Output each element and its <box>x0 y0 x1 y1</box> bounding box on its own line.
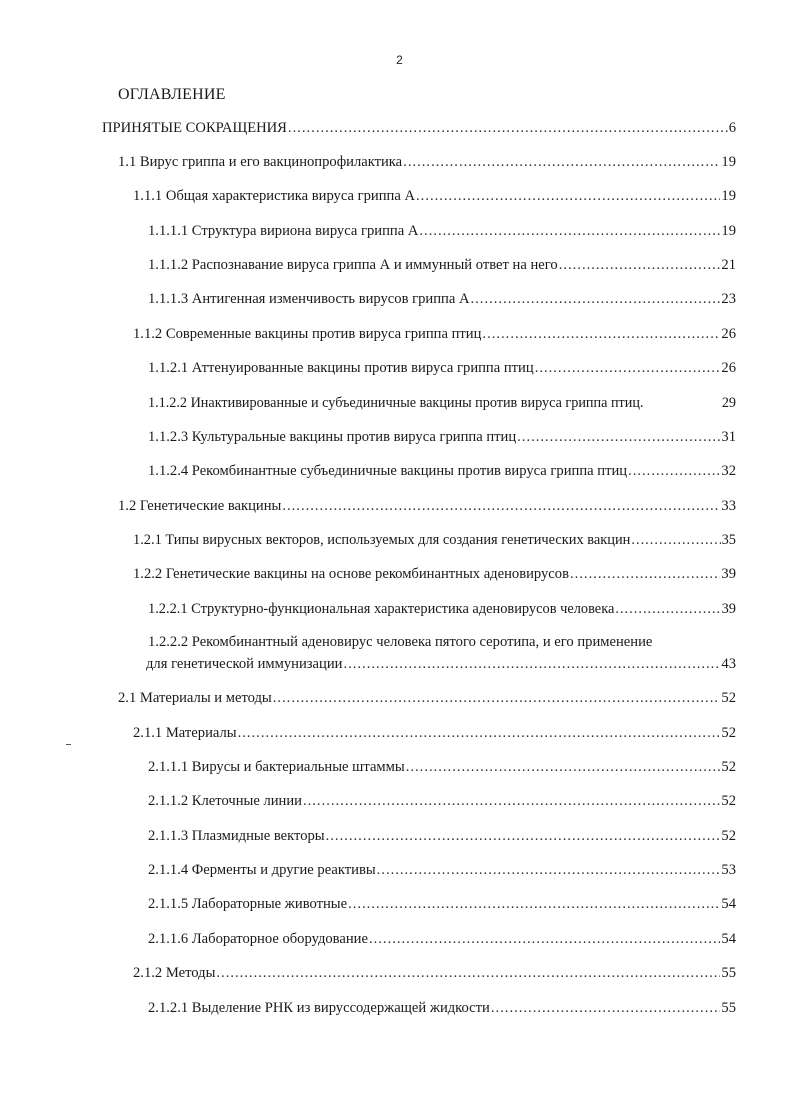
toc-entry-page: 19 <box>721 154 736 170</box>
toc-entry-page: 52 <box>721 759 736 775</box>
dot-leader <box>343 654 720 674</box>
toc-entry-page: 32 <box>721 463 736 479</box>
toc-entry-page: 52 <box>721 828 736 844</box>
dot-leader <box>628 461 720 481</box>
toc-entry-page: 35 <box>721 532 736 548</box>
dot-leader <box>238 723 721 743</box>
toc-entry-title: 2.1.1.1 Вирусы и бактериальные штаммы <box>148 759 405 775</box>
toc-entry-title: 1.2 Генетические вакцины <box>118 498 282 514</box>
dot-leader <box>535 358 721 378</box>
toc-entry-title: 1.1.2.2 Инактивированные и субъединичные вакцины против вируса гриппа птиц. <box>148 395 644 411</box>
toc-entry-title: 2.1 Материалы и методы <box>118 690 272 706</box>
toc-entry-page: 55 <box>721 965 736 981</box>
page-number: 2 <box>396 53 403 67</box>
toc-entry-title: 1.1.2.3 Культуральные вакцины против вируса гриппа птиц <box>148 429 517 445</box>
dot-leader <box>403 152 720 172</box>
toc-entry-page: 31 <box>721 429 736 445</box>
toc-entry-page: 26 <box>721 360 736 376</box>
toc-entry[interactable] <box>133 564 736 584</box>
toc-entry[interactable] <box>133 530 736 550</box>
toc-entry-title: 1.1.1 Общая характеристика вируса гриппа А <box>133 188 416 204</box>
dot-leader <box>491 998 721 1018</box>
toc-entry-title: 1.2.1 Типы вирусных векторов, используемых для создания генетических вакцин <box>133 532 631 548</box>
toc-entry-page: 55 <box>721 1000 736 1016</box>
toc-entry[interactable] <box>148 358 736 378</box>
toc-entry-page: 6 <box>728 120 736 136</box>
toc-entry-page: 39 <box>721 601 736 617</box>
dot-leader <box>377 860 721 880</box>
dot-leader <box>570 564 720 584</box>
toc-entry[interactable] <box>148 427 736 447</box>
toc-entry[interactable] <box>148 461 736 481</box>
dot-leader <box>216 963 720 983</box>
toc-entry-page: 53 <box>721 862 736 878</box>
toc-entry-title: 1.1.1.2 Распознавание вируса гриппа А и иммунный ответ на него <box>148 257 558 273</box>
dot-leader <box>326 826 721 846</box>
toc-entry[interactable] <box>133 324 736 344</box>
toc-entry[interactable] <box>118 496 736 516</box>
toc-entry-title: 1.1.1.1 Структура вириона вируса гриппа А <box>148 223 419 239</box>
margin-mark <box>66 744 71 745</box>
dot-leader <box>288 118 728 138</box>
toc-entry-title: 1.2.2.2 Рекомбинантный аденовирус человека пятого серотипа, и его применение <box>148 634 653 650</box>
toc-entry-page: 52 <box>721 793 736 809</box>
toc-entry-title: 1.1.2.1 Аттенуированные вакцины против вируса гриппа птиц <box>148 360 534 376</box>
toc-entry[interactable] <box>148 221 736 241</box>
dot-leader <box>348 894 720 914</box>
dot-leader <box>615 599 720 619</box>
toc-entry[interactable] <box>148 998 736 1018</box>
toc-entry-title: 1.1.2 Современные вакцины против вируса гриппа птиц <box>133 326 482 342</box>
toc-entry-title: 2.1.1.5 Лабораторные животные <box>148 896 348 912</box>
toc-entry-title: 1.2.2 Генетические вакцины на основе рекомбинантных аденовирусов <box>133 566 569 582</box>
toc-entry[interactable] <box>102 118 736 138</box>
dot-leader <box>416 186 720 206</box>
toc-heading: ОГЛАВЛЕНИЕ <box>118 86 226 103</box>
toc-entry[interactable] <box>148 826 736 846</box>
toc-entry-page: 29 <box>721 395 736 411</box>
dot-leader <box>517 427 720 447</box>
dot-leader <box>631 530 720 550</box>
toc-entry-page: 19 <box>721 223 736 239</box>
toc-entry-page: 52 <box>721 725 736 741</box>
dot-leader <box>559 255 721 275</box>
toc-entry[interactable] <box>133 186 736 206</box>
toc-entry-title: 2.1.1.6 Лабораторное оборудование <box>148 931 368 947</box>
toc-entry-title: 2.1.2 Методы <box>133 965 216 981</box>
toc-entry-page: 54 <box>721 896 736 912</box>
toc-entry-page: 23 <box>721 291 736 307</box>
toc-entry-page: 39 <box>721 566 736 582</box>
toc-entry-title: 2.1.1 Материалы <box>133 725 237 741</box>
dot-leader <box>406 757 721 777</box>
toc-entry-title-continued: для генетической иммунизации <box>146 656 343 672</box>
toc-entry-title: 2.1.1.4 Ферменты и другие реактивы <box>148 862 376 878</box>
toc-entry-page: 33 <box>721 498 736 514</box>
toc-entry-title: 1.1 Вирус гриппа и его вакцинопрофилактика <box>118 154 403 170</box>
toc-entry[interactable] <box>148 894 736 914</box>
toc-entry-page: 52 <box>721 690 736 706</box>
dot-leader <box>482 324 720 344</box>
toc-entry[interactable] <box>133 723 736 743</box>
toc-entry[interactable] <box>148 289 736 309</box>
dot-leader <box>419 221 720 241</box>
toc-entry[interactable] <box>148 255 736 275</box>
toc-entry-page: 54 <box>721 931 736 947</box>
toc-entry[interactable] <box>148 393 736 413</box>
toc-entry[interactable] <box>148 860 736 880</box>
toc-entry-title: ПРИНЯТЫЕ СОКРАЩЕНИЯ <box>102 120 287 136</box>
toc-entry[interactable] <box>148 632 736 674</box>
toc-entry[interactable] <box>148 757 736 777</box>
dot-leader <box>303 791 720 811</box>
toc-entry-title: 2.1.2.1 Выделение РНК из вируссодержащей жидкости <box>148 1000 490 1016</box>
toc-entry[interactable] <box>148 929 736 949</box>
toc-entry-title: 1.1.1.3 Антигенная изменчивость вирусов гриппа А <box>148 291 470 307</box>
dot-leader <box>282 496 720 516</box>
toc-entry-title: 1.2.2.1 Структурно-функциональная характеристика аденовирусов человека <box>148 601 615 617</box>
toc-entry[interactable] <box>148 599 736 619</box>
toc-entry-title: 2.1.1.3 Плазмидные векторы <box>148 828 325 844</box>
toc-entry[interactable] <box>118 688 736 708</box>
dot-leader <box>273 688 721 708</box>
dot-leader <box>369 929 720 949</box>
toc-entry[interactable] <box>133 963 736 983</box>
toc-entry[interactable] <box>148 791 736 811</box>
toc-entry-page: 19 <box>721 188 736 204</box>
toc-entry-title: 2.1.1.2 Клеточные линии <box>148 793 302 809</box>
toc-entry-page: 26 <box>721 326 736 342</box>
toc-entry-page: 21 <box>721 257 736 273</box>
dot-leader <box>471 289 721 309</box>
toc-entry-title: 1.1.2.4 Рекомбинантные субъединичные вакцины против вируса гриппа птиц <box>148 463 628 479</box>
toc-entry[interactable] <box>118 152 736 172</box>
toc-entry-page: 43 <box>721 656 736 672</box>
